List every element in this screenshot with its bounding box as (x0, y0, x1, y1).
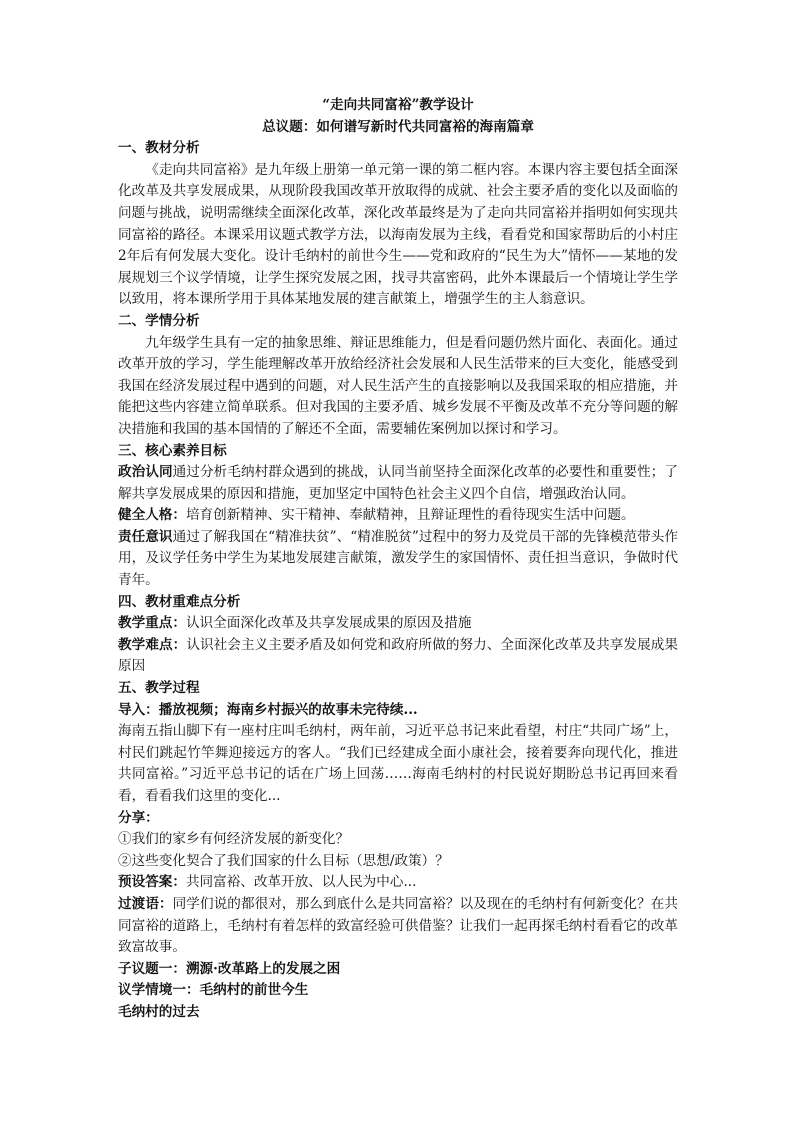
goal-political-identity (118, 462, 678, 505)
story-paragraph: 海南五指山脚下有一座村庄叫毛纳村，两年前，习近平总书记来此看望，村庄“共同广场”上，村民们跳起竹竿舞迎接远方的客人。“我们已经建成全面小康社会，接着要奔向现代化，推进共同富裕。”习近平总书记的话在广场上回荡……海南毛纳村的村民说好期盼总书记再回来看看，看看我们这里的变化... (118, 723, 678, 804)
village-past: 毛纳村的过去 (118, 1003, 200, 1020)
goal-text: 通过了解我国在“精准扶贫”、“精准脱贫”过程中的努力及党员干部的先锋模范带头作用，及议学任务中学生为某地发展建言献策，激发学生的家国情怀、责任担当意识，争做时代青年。 (118, 528, 679, 589)
transition-label: 过渡语： (118, 895, 173, 912)
document-page (118, 95, 678, 1024)
section-2-paragraph: 九年级学生具有一定的抽象思维、辩证思维能力，但是看问题仍然片面化、表面化。通过改革开放的学习，学生能理解改革开放给经济社会发展和人民生活带来的巨大变化，能感受到我国在经济发展过程中遇到的问题，对人民生活产生的直接影响以及我国采取的相应措施，并能把这些内容建立简单联系。但对我国的主要矛盾、城乡发展不平衡及改革不充分等问题的解决措施和我国的基本国情的了解还不全面，需要辅佐案例加以探讨和学习。 (118, 334, 678, 437)
document-subtitle: 总议题：如何谱写新时代共同富裕的海南篇章 (262, 118, 534, 135)
answer-label: 预设答案： (118, 874, 186, 891)
preset-answer (118, 872, 678, 894)
goal-healthy-personality (118, 505, 678, 527)
sub-topic-1: 子议题一：溯源·改革路上的发展之困 (118, 960, 341, 977)
document-title: “走向共同富裕”教学设计 (322, 97, 474, 113)
section-heading-4: 四、教材重难点分析 (118, 593, 241, 610)
answer-text: 共同富裕、改革开放、以人民为中心... (185, 874, 417, 891)
difficulty-label: 教学难点： (118, 636, 187, 653)
goal-label: 健全人格： (118, 507, 186, 524)
goal-text: 培育创新精神、实干精神、奉献精神，且辩证理性的看待现实生活中问题。 (185, 507, 635, 524)
section-heading-2: 二、学情分析 (118, 312, 200, 329)
key-point-label: 教学重点： (118, 615, 186, 632)
transition-paragraph (118, 894, 678, 959)
goal-text: 通过分析毛纳村群众遇到的挑战，认同当前坚持全面深化改革的必要性和重要性；了解共享发展成果的原因和措施，更加坚定中国特色社会主义四个自信，增强政治认同。 (118, 464, 678, 502)
question-2: ②这些变化契合了我们国家的什么目标（思想/政策）？ (118, 852, 449, 869)
goal-label: 责任意识 (118, 528, 173, 545)
scene-1: 议学情境一：毛纳村的前世今生 (118, 982, 309, 999)
intro-text: 播放视频；海南乡村振兴的故事未完待续... (158, 701, 418, 718)
question-1: ①我们的家乡有何经济发展的新变化？ (118, 831, 350, 848)
section-heading-3: 三、核心素养目标 (118, 442, 227, 459)
section-heading-5: 五、教学过程 (118, 680, 200, 697)
section-1-paragraph: 《走向共同富裕》是九年级上册第一单元第一课的第二框内容。本课内容主要包括全面深化改革及共享发展成果，从现阶段我国改革开放取得的成就、社会主要矛盾的变化以及面临的问题与挑战，说明需继续全面深化改革，深化改革最终是为了走向共同富裕并指明如何实现共同富裕的路径。本课采用议题式教学方法，以海南发展为主线，看看党和国家帮助后的小村庄 2年后有何发展大变化。设计毛纳村的前世今生——党和政府的“民生为大”情怀——某地的发展规划三个议学情境，让学生探究发展之困，找寻共富密码，此外本课最后一个情境让学生学以致用，将本课所学用于具体某地发展的建言献策上，增强学生的主人翁意识。 (118, 161, 678, 308)
teaching-key-point (118, 613, 678, 635)
section-heading-1: 一、教材分析 (118, 140, 200, 157)
transition-text: 同学们说的都很对，那么到底什么是共同富裕？以及现在的毛纳村有何新变化？在共同富裕的道路上，毛纳村有着怎样的致富经验可供借鉴？让我们一起再探毛纳村看看它的改革致富故事。 (118, 895, 678, 956)
teaching-difficulty (118, 635, 678, 678)
goal-responsibility (118, 527, 678, 592)
goal-label: 政治认同 (118, 464, 173, 481)
share-label: 分享： (118, 809, 159, 826)
difficulty-text: 认识社会主义主要矛盾及如何党和政府所做的努力、全面深化改革及共享发展成果原因 (118, 636, 679, 675)
intro-label: 导入： (118, 701, 159, 718)
key-point-text: 认识全面深化改革及共享发展成果的原因及措施 (185, 615, 472, 632)
intro-line (118, 700, 678, 722)
